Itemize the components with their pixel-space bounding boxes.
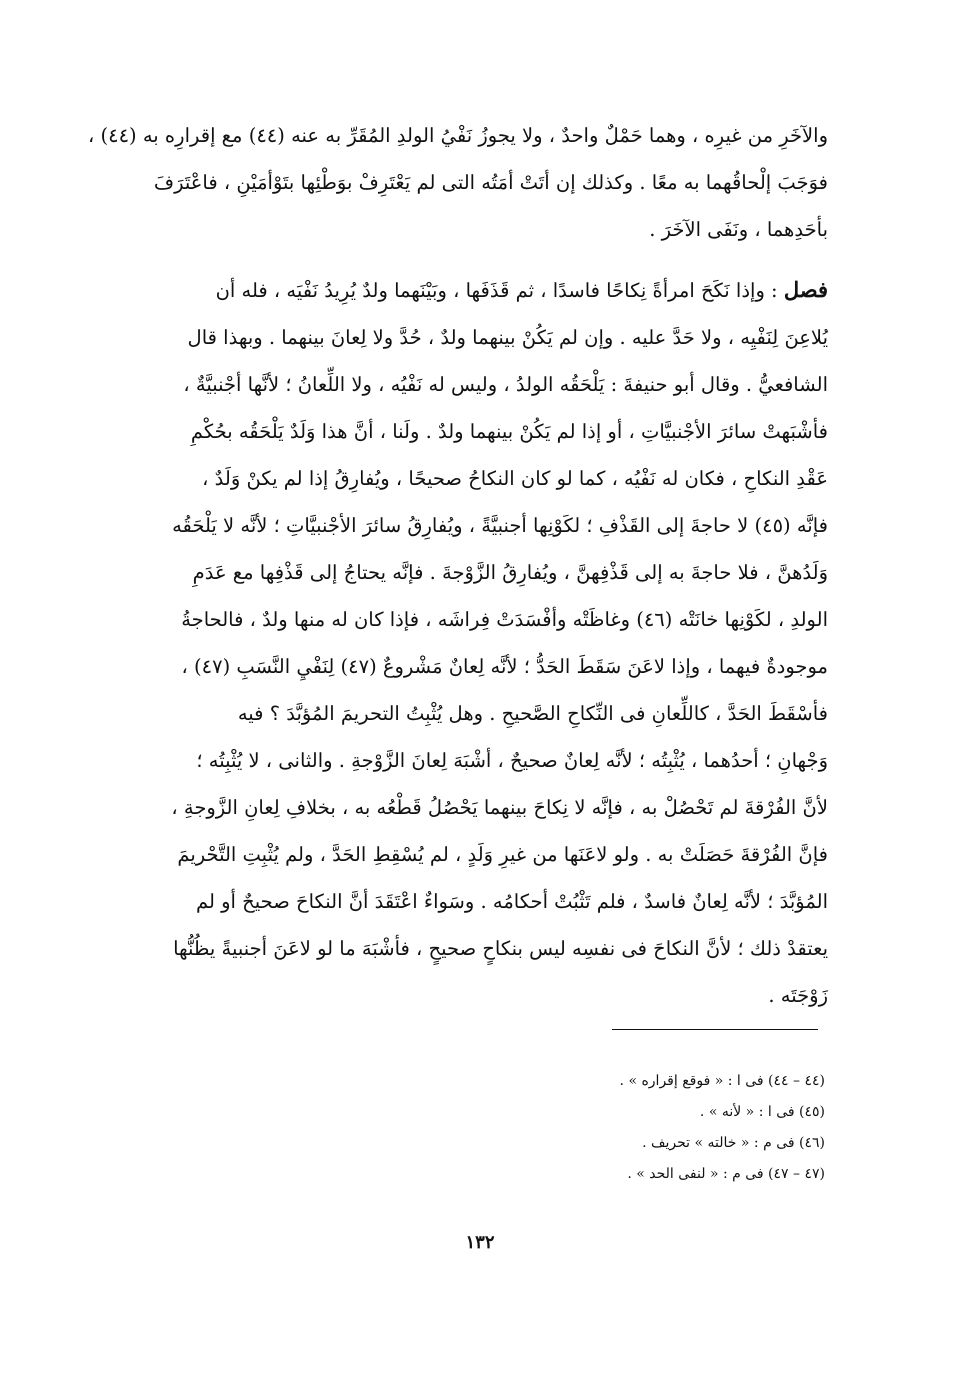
text-line: المُؤبَّدَ ؛ لأنَّه لِعانٌ فاسدٌ ، فلم تَثْبُتْ أحكامُه . وسَواءٌ اعْتَقَدَ أنَّ النكاحَ صحيحٌ أو لم [196,890,828,913]
paragraph-1 [87,112,828,253]
footnote: (٤٧ – ٤٧) فى م : « لنفى الحد » . [627,1166,825,1182]
text-line: موجودةٌ فيهما ، وإذا لاعَنَ سَقَطَ الحَدُّ ؛ لأنَّه لِعانٌ مَشْروعٌ (٤٧) لِنَفْيِ النَّسَبِ (٤٧) ، [181,655,828,678]
text-line: فوَجَبَ إلْحاقُهما به معًا . وكذلك إن أتَتْ أمَتُه التى لم يَعْتَرِفْ بوَطْئِها بتَوْأمَيْنِ ، فاعْتَرَفَ [153,171,828,194]
text-line: وَلَدُهنَّ ، فلا حاجةَ به إلى قَذْفِهنَّ ، ويُفارِقُ الزَّوْجةَ . فإنَّه يحتاجُ إلى قَذْفِها مع عَدَمِ [192,561,828,584]
text-line: فإنَّه (٤٥) لا حاجةَ إلى القَذْفِ ؛ لكَوْنِها أجنبيَّةً ، ويُفارِقُ سائرَ الأجْنبيَّاتِ ؛ لأنَّه لا يَلْحَقُه [172,514,828,537]
text-line: فأشْبَهتْ سائرَ الأجْنبيَّاتِ ، أو إذا لم يَكُنْ بينهما ولدٌ . ولَنا ، أنَّ هذا وَلَدٌ يَلْحَقُه بحُكْمِ [190,420,828,443]
page-number: ١٣٢ [465,1232,495,1253]
text-line: فإنَّ الفُرْقةَ حَصَلَتْ به . ولو لاعَنَها من غيرِ وَلَدٍ ، لم يُسْقِطِ الحَدَّ ، ولم يُثْبِتِ التَّحْريمَ [177,843,828,866]
paragraph-2 [128,266,828,1019]
section-label: فصل [783,277,828,302]
text-line: زَوْجَتَه . [768,984,828,1007]
text-line: والآخَرِ من غيرِه ، وهما حَمْلٌ واحدٌ ، ولا يجوزُ نَفْيُ الولدِ المُقَرِّ به عنه (٤٤) مع إقرارِه به (٤٤) ، [87,124,828,147]
text-line: يعتقدْ ذلك ؛ لأنَّ النكاحَ فى نفسِه ليس بنكاحٍ صحيحٍ ، فأشْبَهَ ما لو لاعَنَ أجنبيةً يظُنُّها [173,937,828,960]
text-line: عَقْدِ النكاحِ ، فكان له نَفْيُه ، كما لو كان النكاحُ صحيحًا ، ويُفارِقُ إذا لم يكنْ وَلَدٌ ، [202,467,828,490]
text-line: بأحَدِهما ، ونَفَى الآخَرَ . [649,218,828,241]
text-line: : وإذا نَكَحَ امرأةً نِكاحًا فاسدًا ، ثم قَذَفَها ، وبَيْنَهما ولدٌ يُرِيدُ نَفْيَه ، فله أن [215,279,778,302]
footnote: (٤٥) فى ا : « لأنه » . [699,1104,825,1120]
footnote: (٤٦) فى م : « خالته » تحريف . [642,1135,825,1151]
text-line: يُلاعِنَ لِنَفْيِه ، ولا حَدَّ عليه . وإن لم يَكُنْ بينهما ولدٌ ، حُدَّ ولا لِعانَ بينهما . وبهذا قال [187,326,828,349]
footnotes [420,1066,825,1190]
text-line: الشافعيُّ . وقال أبو حنيفةَ : يَلْحَقُه الولدُ ، وليس له نَفْيُه ، ولا اللِّعانُ ؛ لأنَّها أجْنبيَّةٌ ، [183,373,828,396]
text-line-with-label [128,266,828,314]
text-line: لأنَّ الفُرْقةَ لم تَحْصُلْ به ، فإنَّه لا نِكاحَ بينهما يَحْصُلُ قَطْعُه به ، بخلافِ لِعانِ الزَّوجةِ ، [171,796,828,819]
footnote-divider [612,1029,818,1030]
text-line: وَجْهانِ ؛ أحدُهما ، يُثْبِتُه ؛ لأنَّه لِعانٌ صحيحٌ ، أشْبَهَ لِعانَ الزَّوْجةِ . والثانى ، لا يُثْبِتُه ؛ [196,749,828,772]
footnote: (٤٤ – ٤٤) فى ا : « فوقع إقراره » . [619,1073,825,1089]
text-line: فأسْقَطَ الحَدَّ ، كاللِّعانِ فى النِّكاحِ الصَّحيحِ . وهل يُثْبِتُ التحريمَ المُؤبَّدَ ؟ فيه [237,702,828,725]
text-line: الولدِ ، لكَوْنِها خانَتْه (٤٦) وغاظَتْه وأفْسَدَتْ فِراشَه ، فإذا كان له منها ولدٌ ، فالحاجةُ [181,608,828,631]
